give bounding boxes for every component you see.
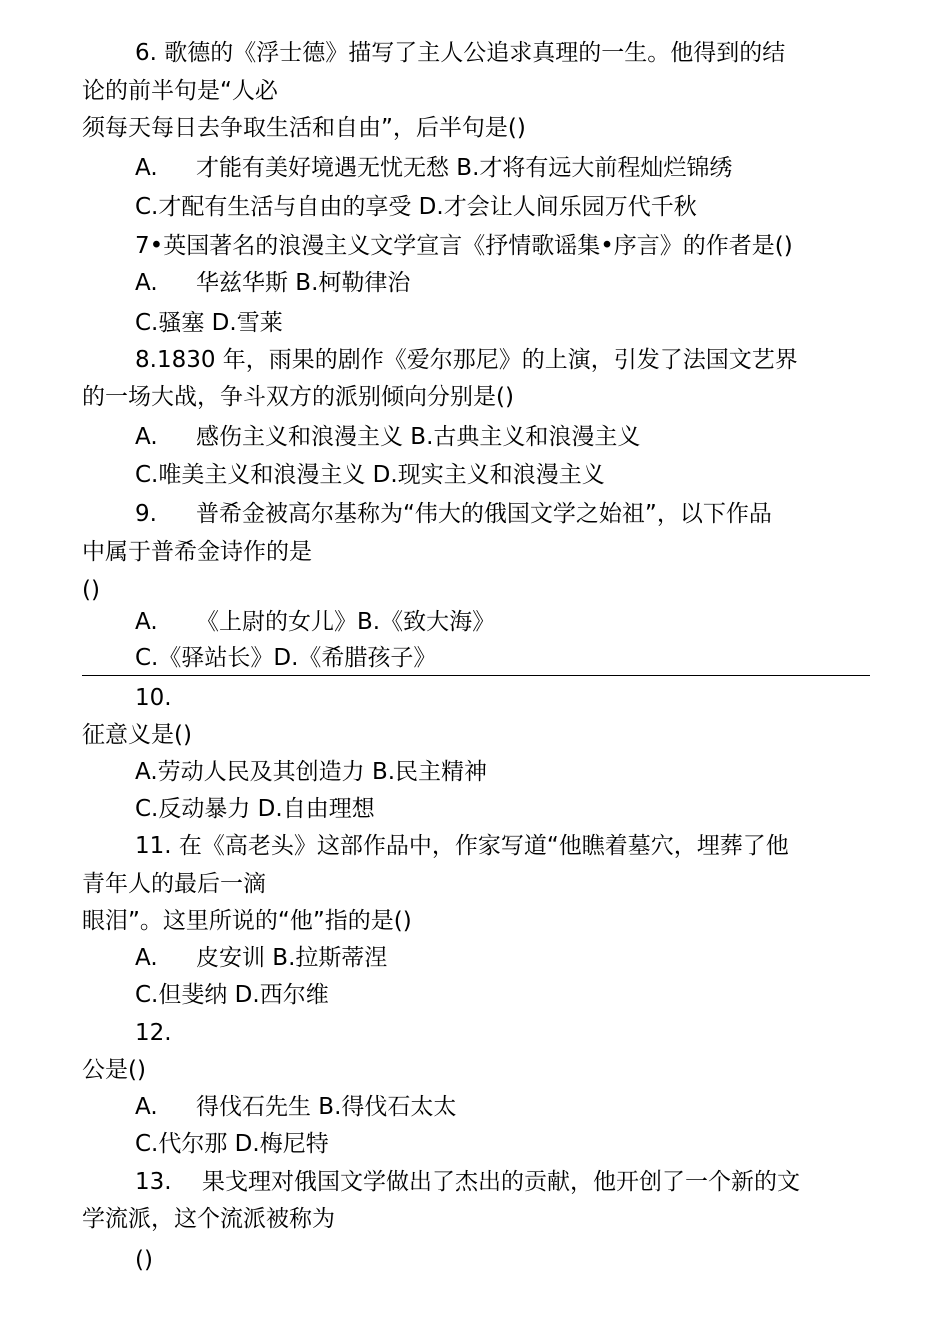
question-6-line-2: 论的前半句是“人必 xyxy=(82,78,278,104)
question-9-line-1 xyxy=(135,499,772,529)
question-number: 9. xyxy=(135,501,157,527)
option-text: 《上尉的女儿》B.《致大海》 xyxy=(196,609,496,635)
question-text: 普希金被高尔基称为“伟大的俄国文学之始祖”，以下作品 xyxy=(196,501,772,527)
question-9-options-ab xyxy=(135,607,495,637)
question-13-line-1 xyxy=(135,1167,800,1197)
question-10-options-ab: A.劳动人民及其创造力 B.民主精神 xyxy=(135,759,488,785)
question-12-number: 12. xyxy=(135,1020,172,1046)
question-11-options-cd: C.但斐纳 D.西尔维 xyxy=(135,982,329,1008)
question-6-line-1: 6. 歌德的《浮士德》描写了主人公追求真理的一生。他得到的结 xyxy=(135,40,786,66)
question-8-options-ab xyxy=(135,422,640,452)
option-label: A. xyxy=(135,1094,158,1120)
option-label: A. xyxy=(135,424,158,450)
option-label: A. xyxy=(135,609,158,635)
question-11-line-3: 眼泪”。这里所说的“他”指的是() xyxy=(82,908,412,934)
question-number: 13. xyxy=(135,1169,172,1195)
option-label: A. xyxy=(135,155,158,181)
question-7-line-1: 7•英国著名的浪漫主义文学宣言《抒情歌谣集•序言》的作者是() xyxy=(135,233,793,259)
question-8-line-2: 的一场大战，争斗双方的派别倾向分别是() xyxy=(82,384,514,410)
option-text: 皮安训 B.拉斯蒂涅 xyxy=(196,945,388,971)
question-13-line-2: 学流派，这个流派被称为 xyxy=(82,1206,335,1232)
question-9-line-3: () xyxy=(82,577,100,603)
option-text: 得伐石先生 B.得伐石太太 xyxy=(196,1094,457,1120)
option-text: 华兹华斯 B.柯勒律治 xyxy=(196,270,411,296)
question-9-line-2: 中属于普希金诗作的是 xyxy=(82,539,312,565)
question-6-line-3: 须每天每日去争取生活和自由”，后半句是() xyxy=(82,115,526,141)
question-12-options-cd: C.代尔那 D.梅尼特 xyxy=(135,1131,329,1157)
question-6-options-ab xyxy=(135,153,732,183)
question-7-options-cd: C.骚塞 D.雪莱 xyxy=(135,310,283,336)
question-8-options-cd: C.唯美主义和浪漫主义 D.现实主义和浪漫主义 xyxy=(135,462,605,488)
question-9-options-cd: C.《驿站长》D.《希腊孩子》 xyxy=(135,645,437,671)
question-11-options-ab xyxy=(135,943,387,973)
horizontal-rule xyxy=(82,675,870,676)
option-text: 感伤主义和浪漫主义 B.古典主义和浪漫主义 xyxy=(196,424,641,450)
question-10-line-1: 征意义是() xyxy=(82,722,192,748)
question-text: 果戈理对俄国文学做出了杰出的贡献，他开创了一个新的文 xyxy=(202,1169,800,1195)
question-8-line-1: 8.1830 年，雨果的剧作《爱尔那尼》的上演，引发了法国文艺界 xyxy=(135,347,798,373)
question-11-line-1: 11. 在《高老头》这部作品中，作家写道“他瞧着墓穴，埋葬了他 xyxy=(135,833,789,859)
option-label: A. xyxy=(135,945,158,971)
option-label: A. xyxy=(135,270,158,296)
question-6-options-cd: C.才配有生活与自由的享受 D.才会让人间乐园万代千秋 xyxy=(135,194,697,220)
option-text: 才能有美好境遇无忧无愁 B.才将有远大前程灿烂锦绣 xyxy=(196,155,733,181)
question-7-options-ab xyxy=(135,268,410,298)
question-11-line-2: 青年人的最后一滴 xyxy=(82,871,266,897)
question-12-options-ab xyxy=(135,1092,456,1122)
question-13-line-3: () xyxy=(135,1247,153,1273)
question-12-line-1: 公是() xyxy=(82,1057,146,1083)
question-10-options-cd: C.反动暴力 D.自由理想 xyxy=(135,796,375,822)
question-10-number: 10. xyxy=(135,685,172,711)
